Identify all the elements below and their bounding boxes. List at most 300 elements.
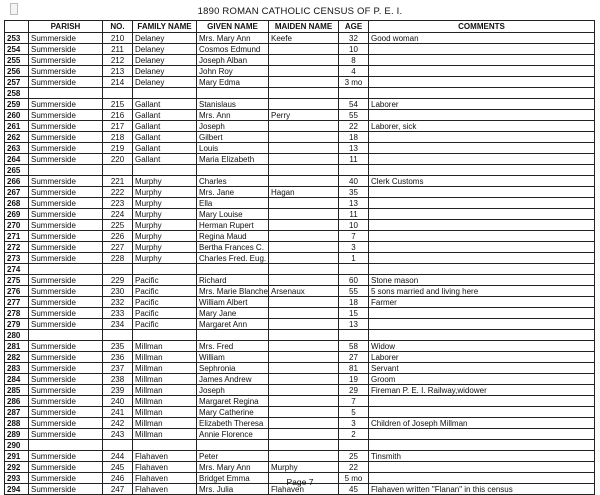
table-row <box>5 429 595 440</box>
given-name-cell: Mary Louise <box>197 209 269 220</box>
row-number: 283 <box>5 363 29 374</box>
parish-cell: Summerside <box>29 121 103 132</box>
family-name-cell: Flahaven <box>133 451 197 462</box>
parish-cell: Summerside <box>29 176 103 187</box>
age-cell <box>339 88 369 99</box>
maiden-name-cell <box>269 385 339 396</box>
parish-cell: Summerside <box>29 110 103 121</box>
entry-no-cell <box>103 88 133 99</box>
family-name-cell: Millman <box>133 385 197 396</box>
row-number: 261 <box>5 121 29 132</box>
given-name-cell: James Andrew <box>197 374 269 385</box>
row-number: 258 <box>5 88 29 99</box>
row-number: 278 <box>5 308 29 319</box>
family-name-cell: Millman <box>133 418 197 429</box>
entry-no-cell: 216 <box>103 110 133 121</box>
entry-no-cell: 238 <box>103 374 133 385</box>
row-number: 280 <box>5 330 29 341</box>
comments-cell: Fireman P. E. I. Railway,widower <box>369 385 595 396</box>
family-name-cell: Gallant <box>133 99 197 110</box>
entry-no-cell: 246 <box>103 473 133 484</box>
maiden-name-cell <box>269 396 339 407</box>
family-name-cell: Delaney <box>133 33 197 44</box>
age-cell: 11 <box>339 154 369 165</box>
age-cell: 8 <box>339 55 369 66</box>
comments-cell: Laborer, sick <box>369 121 595 132</box>
parish-cell: Summerside <box>29 297 103 308</box>
maiden-name-cell <box>269 341 339 352</box>
entry-no-cell: 224 <box>103 209 133 220</box>
parish-cell: Summerside <box>29 55 103 66</box>
parish-cell: Summerside <box>29 286 103 297</box>
family-name-cell <box>133 88 197 99</box>
family-name-cell: Pacific <box>133 319 197 330</box>
page-title: 1890 ROMAN CATHOLIC CENSUS OF P. E. I. <box>197 6 403 17</box>
entry-no-cell: 220 <box>103 154 133 165</box>
age-cell: 5 <box>339 407 369 418</box>
table-row <box>5 264 595 275</box>
row-number: 294 <box>5 484 29 495</box>
comments-cell: Good woman <box>369 33 595 44</box>
given-name-cell: Ella <box>197 198 269 209</box>
parish-cell: Summerside <box>29 209 103 220</box>
row-number: 270 <box>5 220 29 231</box>
family-name-cell <box>133 264 197 275</box>
table-row <box>5 242 595 253</box>
row-number: 272 <box>5 242 29 253</box>
family-name-cell: Pacific <box>133 275 197 286</box>
age-cell: 3 mo <box>339 77 369 88</box>
entry-no-cell <box>103 165 133 176</box>
family-name-cell: Murphy <box>133 220 197 231</box>
table-row <box>5 396 595 407</box>
table-row <box>5 121 595 132</box>
given-name-cell: Bertha Frances C. <box>197 242 269 253</box>
age-cell: 22 <box>339 462 369 473</box>
family-name-cell: Murphy <box>133 242 197 253</box>
comments-cell <box>369 55 595 66</box>
table-row <box>5 297 595 308</box>
age-cell: 15 <box>339 308 369 319</box>
entry-no-cell: 214 <box>103 77 133 88</box>
table-row <box>5 231 595 242</box>
row-number: 269 <box>5 209 29 220</box>
given-name-cell: Peter <box>197 451 269 462</box>
parish-cell: Summerside <box>29 385 103 396</box>
age-cell: 25 <box>339 451 369 462</box>
entry-no-cell: 213 <box>103 66 133 77</box>
given-name-cell: Joseph Alban <box>197 55 269 66</box>
row-number: 253 <box>5 33 29 44</box>
comments-cell: Clerk Customs <box>369 176 595 187</box>
row-number: 291 <box>5 451 29 462</box>
row-number: 264 <box>5 154 29 165</box>
table-row <box>5 110 595 121</box>
age-cell: 13 <box>339 319 369 330</box>
given-name-cell: Bridget Emma <box>197 473 269 484</box>
parish-cell: Summerside <box>29 231 103 242</box>
row-number: 285 <box>5 385 29 396</box>
maiden-name-cell <box>269 121 339 132</box>
comments-cell: Children of Joseph Millman <box>369 418 595 429</box>
row-number: 260 <box>5 110 29 121</box>
table-row <box>5 143 595 154</box>
comments-cell <box>369 264 595 275</box>
table-row <box>5 198 595 209</box>
table-row <box>5 253 595 264</box>
age-cell: 81 <box>339 363 369 374</box>
row-number: 292 <box>5 462 29 473</box>
maiden-name-cell <box>269 44 339 55</box>
given-name-cell: Margaret Ann <box>197 319 269 330</box>
entry-no-cell: 234 <box>103 319 133 330</box>
maiden-name-cell <box>269 198 339 209</box>
table-row <box>5 462 595 473</box>
given-name-cell: Sephronia <box>197 363 269 374</box>
comments-cell <box>369 429 595 440</box>
parish-cell: Summerside <box>29 33 103 44</box>
given-name-cell: Mrs. Mary Ann <box>197 33 269 44</box>
parish-cell: Summerside <box>29 308 103 319</box>
comments-cell <box>369 319 595 330</box>
row-number: 281 <box>5 341 29 352</box>
entry-no-cell: 219 <box>103 143 133 154</box>
age-cell: 40 <box>339 176 369 187</box>
row-number: 277 <box>5 297 29 308</box>
given-name-cell: Stanislaus <box>197 99 269 110</box>
parish-cell: Summerside <box>29 77 103 88</box>
family-name-cell: Murphy <box>133 209 197 220</box>
age-cell: 13 <box>339 198 369 209</box>
family-name-cell: Murphy <box>133 176 197 187</box>
family-name-cell: Pacific <box>133 286 197 297</box>
entry-no-cell: 210 <box>103 33 133 44</box>
maiden-name-cell: Arsenaux <box>269 286 339 297</box>
comments-cell <box>369 440 595 451</box>
parish-cell: Summerside <box>29 44 103 55</box>
age-cell: 10 <box>339 44 369 55</box>
family-name-cell: Murphy <box>133 198 197 209</box>
given-name-cell: Joseph <box>197 121 269 132</box>
table-row <box>5 165 595 176</box>
given-name-cell: Charles <box>197 176 269 187</box>
row-number: 255 <box>5 55 29 66</box>
given-name-cell: John Roy <box>197 66 269 77</box>
age-cell: 19 <box>339 374 369 385</box>
table-row <box>5 385 595 396</box>
given-name-cell <box>197 264 269 275</box>
maiden-name-cell <box>269 253 339 264</box>
entry-no-cell <box>103 264 133 275</box>
maiden-name-cell <box>269 374 339 385</box>
comments-cell <box>369 165 595 176</box>
row-number: 268 <box>5 198 29 209</box>
entry-no-cell: 243 <box>103 429 133 440</box>
table-row <box>5 187 595 198</box>
table-row <box>5 44 595 55</box>
maiden-name-cell <box>269 165 339 176</box>
table-row <box>5 66 595 77</box>
age-cell: 45 <box>339 484 369 495</box>
family-name-cell: Delaney <box>133 77 197 88</box>
maiden-name-cell <box>269 319 339 330</box>
parish-cell <box>29 165 103 176</box>
given-name-cell: Cosmos Edmund <box>197 44 269 55</box>
row-number: 290 <box>5 440 29 451</box>
table-row <box>5 418 595 429</box>
row-number: 282 <box>5 352 29 363</box>
parish-cell: Summerside <box>29 143 103 154</box>
comments-cell: 5 sons married and living here <box>369 286 595 297</box>
parish-cell: Summerside <box>29 242 103 253</box>
census-table <box>4 20 595 495</box>
entry-no-cell <box>103 440 133 451</box>
parish-cell <box>29 88 103 99</box>
maiden-name-cell <box>269 220 339 231</box>
maiden-name-cell <box>269 363 339 374</box>
age-cell: 29 <box>339 385 369 396</box>
given-name-cell: Regina Maud <box>197 231 269 242</box>
given-name-cell: Mary Catherine <box>197 407 269 418</box>
family-name-cell: Flahaven <box>133 473 197 484</box>
maiden-name-cell <box>269 297 339 308</box>
col-header-rownum <box>5 21 29 33</box>
entry-no-cell: 227 <box>103 242 133 253</box>
maiden-name-cell: Flahaven <box>269 484 339 495</box>
family-name-cell: Murphy <box>133 231 197 242</box>
comments-cell: Widow <box>369 341 595 352</box>
table-row <box>5 275 595 286</box>
given-name-cell: Joseph <box>197 385 269 396</box>
age-cell: 54 <box>339 99 369 110</box>
entry-no-cell: 237 <box>103 363 133 374</box>
comments-cell: Servant <box>369 363 595 374</box>
comments-cell <box>369 209 595 220</box>
age-cell: 7 <box>339 396 369 407</box>
age-cell: 18 <box>339 297 369 308</box>
parish-cell: Summerside <box>29 429 103 440</box>
table-row <box>5 440 595 451</box>
age-cell: 35 <box>339 187 369 198</box>
age-cell: 11 <box>339 209 369 220</box>
row-number: 286 <box>5 396 29 407</box>
maiden-name-cell <box>269 209 339 220</box>
comments-cell: Stone mason <box>369 275 595 286</box>
age-cell: 2 <box>339 429 369 440</box>
given-name-cell: Mary Edma <box>197 77 269 88</box>
family-name-cell <box>133 330 197 341</box>
age-cell <box>339 440 369 451</box>
entry-no-cell: 240 <box>103 396 133 407</box>
parish-cell: Summerside <box>29 319 103 330</box>
family-name-cell <box>133 440 197 451</box>
maiden-name-cell <box>269 330 339 341</box>
parish-cell <box>29 264 103 275</box>
age-cell: 1 <box>339 253 369 264</box>
maiden-name-cell <box>269 275 339 286</box>
row-number: 265 <box>5 165 29 176</box>
row-number: 267 <box>5 187 29 198</box>
parish-cell: Summerside <box>29 374 103 385</box>
maiden-name-cell <box>269 418 339 429</box>
row-number: 276 <box>5 286 29 297</box>
col-header-age: AGE <box>339 21 369 33</box>
table-row <box>5 77 595 88</box>
family-name-cell: Flahaven <box>133 484 197 495</box>
entry-no-cell: 211 <box>103 44 133 55</box>
maiden-name-cell <box>269 231 339 242</box>
maiden-name-cell <box>269 132 339 143</box>
given-name-cell <box>197 165 269 176</box>
given-name-cell: Mrs. Mary Ann <box>197 462 269 473</box>
age-cell: 7 <box>339 231 369 242</box>
entry-no-cell: 239 <box>103 385 133 396</box>
entry-no-cell: 218 <box>103 132 133 143</box>
family-name-cell: Delaney <box>133 44 197 55</box>
family-name-cell: Millman <box>133 363 197 374</box>
given-name-cell: Mrs. Julia <box>197 484 269 495</box>
age-cell <box>339 264 369 275</box>
family-name-cell: Millman <box>133 374 197 385</box>
col-header-no: NO. <box>103 21 133 33</box>
comments-cell <box>369 66 595 77</box>
row-number: 284 <box>5 374 29 385</box>
parish-cell: Summerside <box>29 352 103 363</box>
entry-no-cell: 215 <box>103 99 133 110</box>
table-row <box>5 99 595 110</box>
entry-no-cell: 232 <box>103 297 133 308</box>
family-name-cell: Flahaven <box>133 462 197 473</box>
comments-cell: Flahaven written "Flanan" in this census <box>369 484 595 495</box>
family-name-cell: Gallant <box>133 154 197 165</box>
maiden-name-cell <box>269 308 339 319</box>
given-name-cell: Mary Jane <box>197 308 269 319</box>
parish-cell: Summerside <box>29 187 103 198</box>
parish-cell <box>29 330 103 341</box>
entry-no-cell: 226 <box>103 231 133 242</box>
table-row <box>5 319 595 330</box>
family-name-cell: Millman <box>133 429 197 440</box>
page-number: Page 7 <box>286 477 314 487</box>
comments-cell <box>369 308 595 319</box>
comments-cell <box>369 462 595 473</box>
family-name-cell: Millman <box>133 341 197 352</box>
comments-cell <box>369 253 595 264</box>
age-cell: 58 <box>339 341 369 352</box>
maiden-name-cell <box>269 99 339 110</box>
age-cell <box>339 330 369 341</box>
maiden-name-cell: Hagan <box>269 187 339 198</box>
parish-cell <box>29 440 103 451</box>
age-cell: 4 <box>339 66 369 77</box>
maiden-name-cell <box>269 264 339 275</box>
parish-cell: Summerside <box>29 451 103 462</box>
given-name-cell: Herman Rupert <box>197 220 269 231</box>
comments-cell <box>369 132 595 143</box>
col-header-parish: PARISH <box>29 21 103 33</box>
family-name-cell: Pacific <box>133 308 197 319</box>
census-body <box>5 33 595 495</box>
family-name-cell: Delaney <box>133 55 197 66</box>
table-row <box>5 308 595 319</box>
parish-cell: Summerside <box>29 473 103 484</box>
row-number: 274 <box>5 264 29 275</box>
family-name-cell <box>133 165 197 176</box>
given-name-cell: Margaret Regina <box>197 396 269 407</box>
comments-cell: Laborer <box>369 99 595 110</box>
given-name-cell: Mrs. Ann <box>197 110 269 121</box>
parish-cell: Summerside <box>29 253 103 264</box>
table-row <box>5 352 595 363</box>
entry-no-cell: 241 <box>103 407 133 418</box>
age-cell: 18 <box>339 132 369 143</box>
given-name-cell: Mrs. Fred <box>197 341 269 352</box>
row-number: 263 <box>5 143 29 154</box>
maiden-name-cell <box>269 77 339 88</box>
parish-cell: Summerside <box>29 198 103 209</box>
given-name-cell <box>197 88 269 99</box>
entry-no-cell: 233 <box>103 308 133 319</box>
header-row <box>5 21 595 33</box>
comments-cell <box>369 330 595 341</box>
row-number: 293 <box>5 473 29 484</box>
family-name-cell: Millman <box>133 352 197 363</box>
given-name-cell: Charles Fred. Eug. <box>197 253 269 264</box>
table-row <box>5 341 595 352</box>
row-number: 273 <box>5 253 29 264</box>
maiden-name-cell <box>269 154 339 165</box>
maiden-name-cell <box>269 88 339 99</box>
given-name-cell: Annie Florence <box>197 429 269 440</box>
age-cell: 5 mo <box>339 473 369 484</box>
parish-cell: Summerside <box>29 418 103 429</box>
family-name-cell: Delaney <box>133 66 197 77</box>
given-name-cell: William <box>197 352 269 363</box>
entry-no-cell: 230 <box>103 286 133 297</box>
comments-cell <box>369 143 595 154</box>
parish-cell: Summerside <box>29 396 103 407</box>
entry-no-cell: 245 <box>103 462 133 473</box>
comments-cell <box>369 77 595 88</box>
comments-cell <box>369 231 595 242</box>
entry-no-cell: 244 <box>103 451 133 462</box>
table-row <box>5 176 595 187</box>
maiden-name-cell <box>269 242 339 253</box>
family-name-cell: Pacific <box>133 297 197 308</box>
col-header-maiden-name: MAIDEN NAME <box>269 21 339 33</box>
entry-no-cell: 247 <box>103 484 133 495</box>
maiden-name-cell <box>269 66 339 77</box>
entry-no-cell: 242 <box>103 418 133 429</box>
table-row <box>5 55 595 66</box>
col-header-family-name: FAMILY NAME <box>133 21 197 33</box>
family-name-cell: Gallant <box>133 143 197 154</box>
table-row <box>5 88 595 99</box>
age-cell: 60 <box>339 275 369 286</box>
given-name-cell: William Albert <box>197 297 269 308</box>
comments-cell: Groom <box>369 374 595 385</box>
row-number: 266 <box>5 176 29 187</box>
row-number: 275 <box>5 275 29 286</box>
row-number: 256 <box>5 66 29 77</box>
family-name-cell: Millman <box>133 396 197 407</box>
family-name-cell: Murphy <box>133 253 197 264</box>
parish-cell: Summerside <box>29 462 103 473</box>
parish-cell: Summerside <box>29 363 103 374</box>
col-header-given-name: GIVEN NAME <box>197 21 269 33</box>
parish-cell: Summerside <box>29 484 103 495</box>
entry-no-cell: 229 <box>103 275 133 286</box>
